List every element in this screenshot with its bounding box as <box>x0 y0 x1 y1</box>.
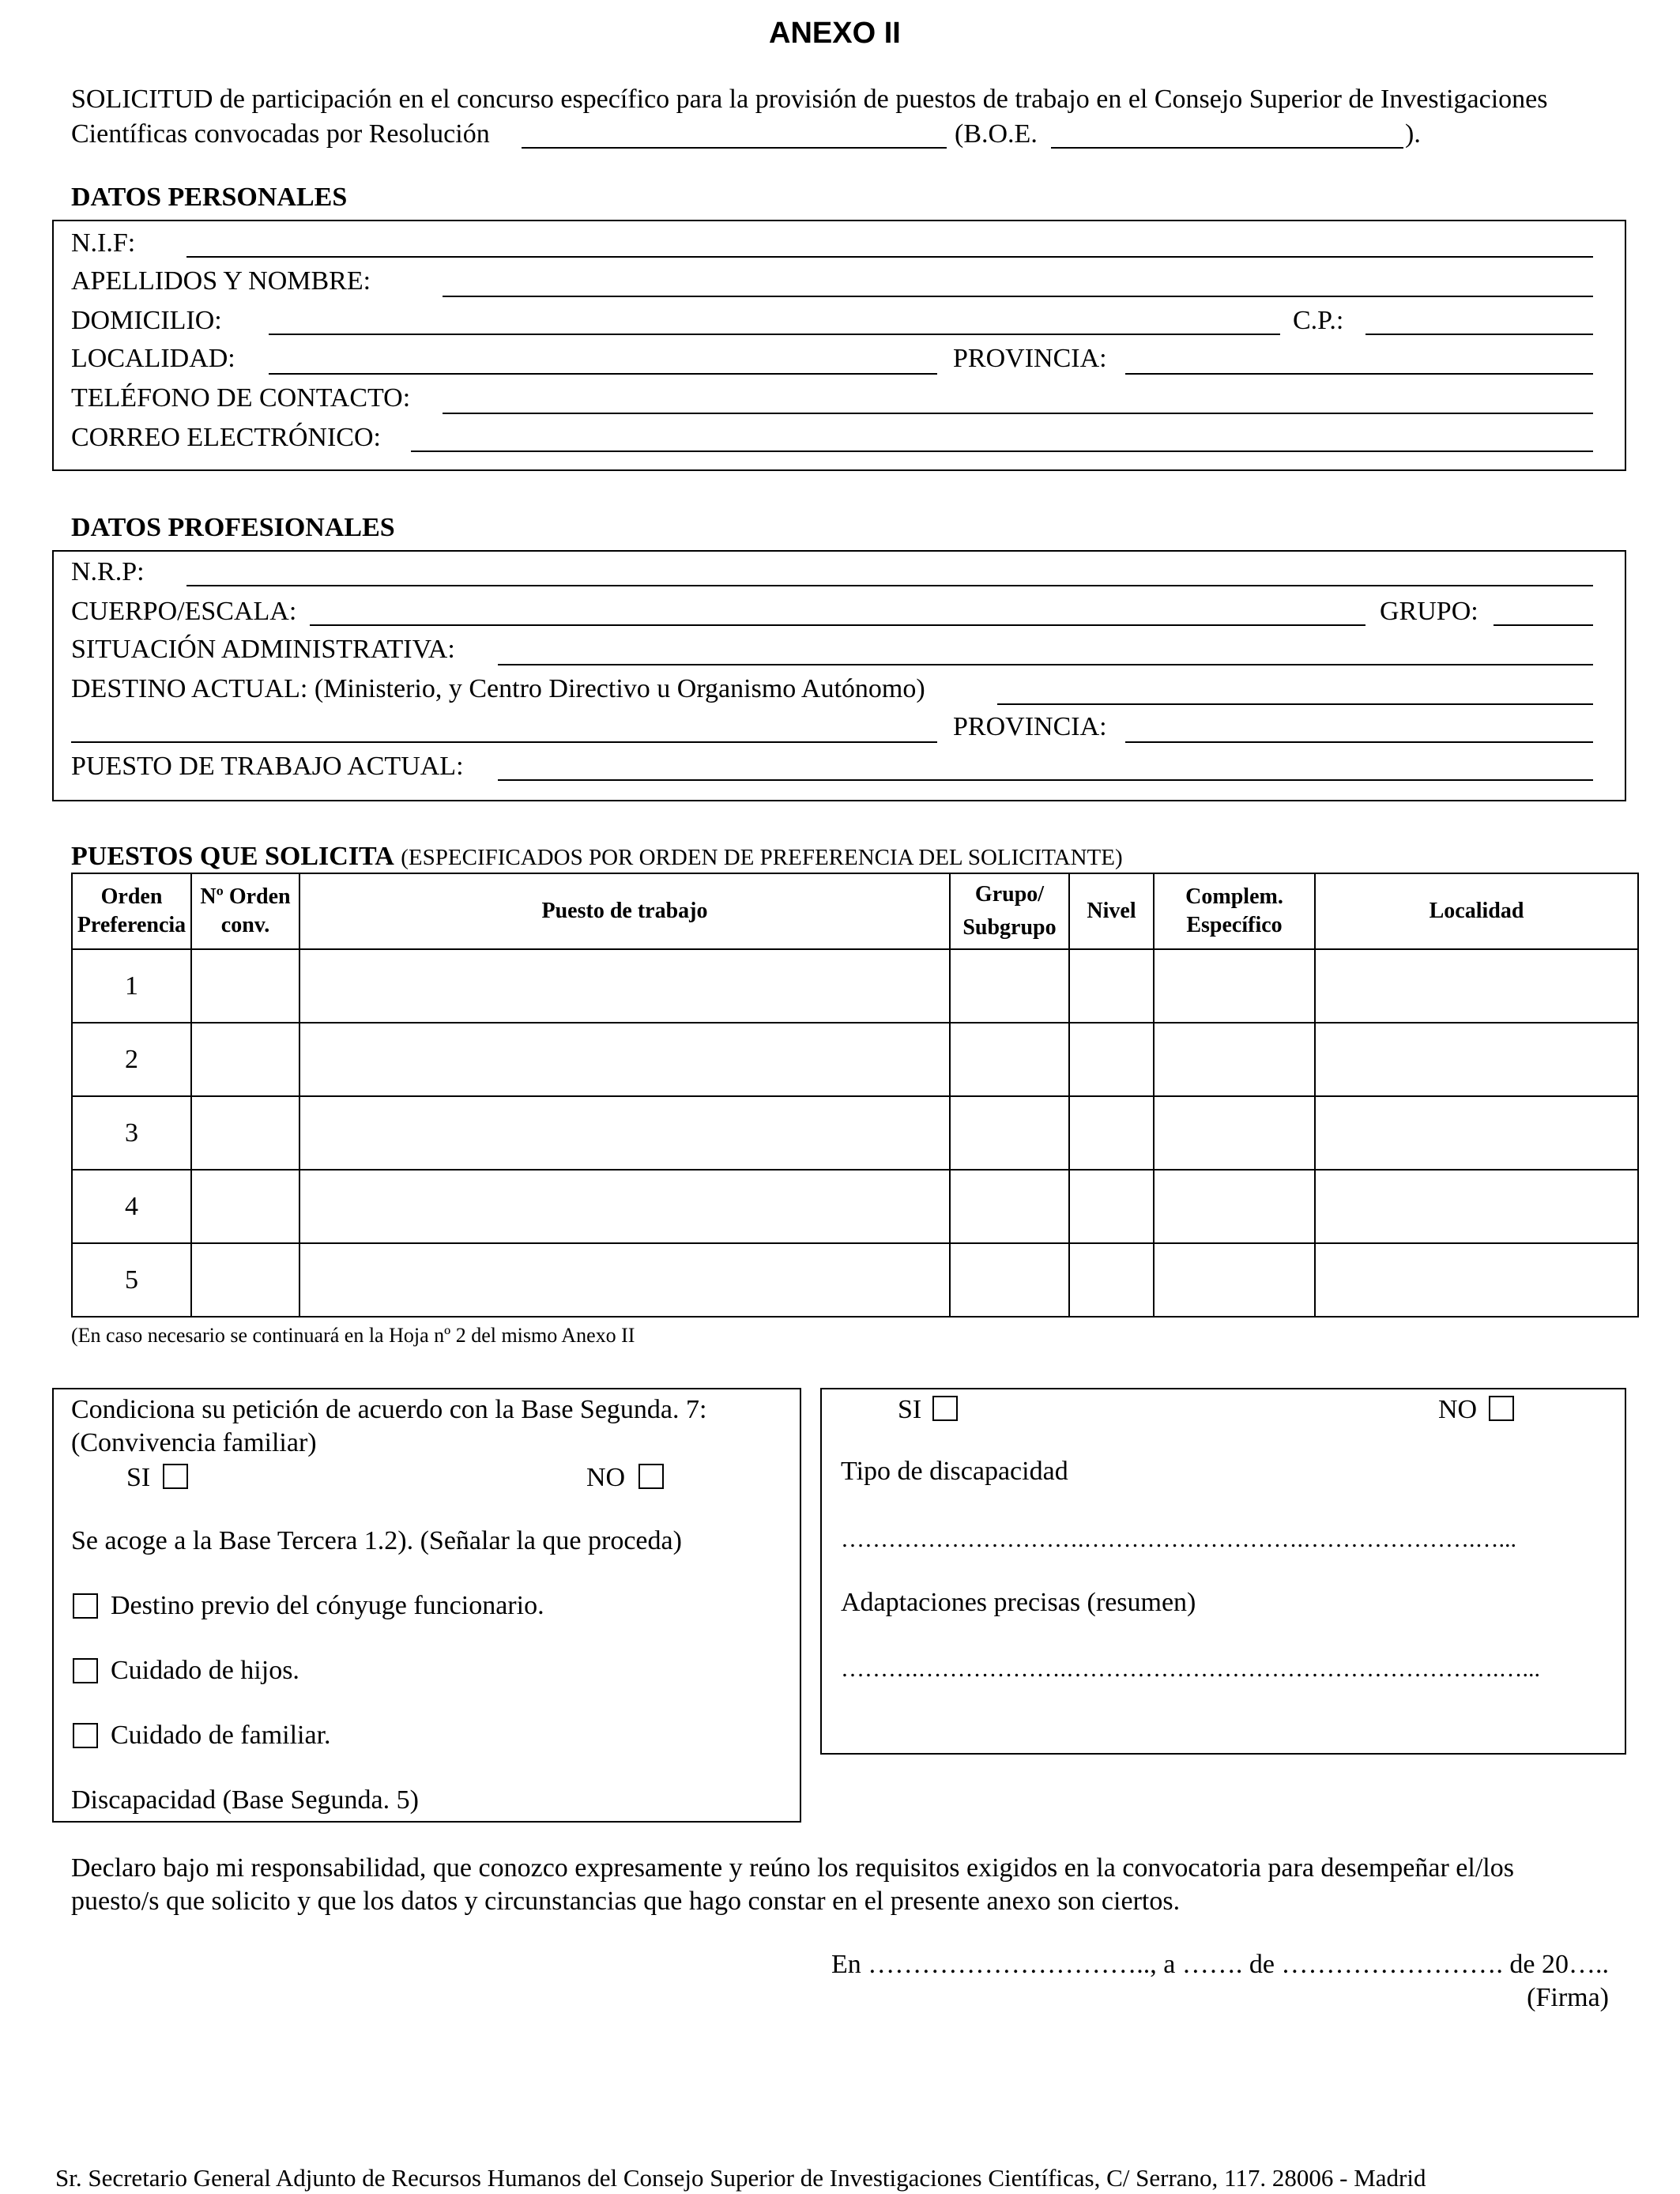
cp-label: C.P.: <box>1293 306 1344 335</box>
table-cell[interactable] <box>1069 1170 1154 1243</box>
email-field[interactable] <box>411 450 1593 452</box>
admin-status-field[interactable] <box>498 664 1593 665</box>
table-cell[interactable] <box>950 949 1069 1023</box>
table-cell[interactable] <box>1315 1170 1638 1243</box>
positions-heading-note: (ESPECIFICADOS POR ORDEN DE PREFERENCIA DEL SOLICITANTE) <box>401 845 1123 870</box>
professional-province-label: PROVINCIA: <box>953 712 1107 741</box>
col-header: Puesto de trabajo <box>299 873 950 949</box>
table-cell[interactable] <box>1069 1096 1154 1170</box>
page-title: ANEXO II <box>769 17 901 50</box>
child-care-label: Cuidado de hijos. <box>111 1656 299 1685</box>
disability-type-label: Tipo de discapacidad <box>841 1457 1068 1486</box>
group-field[interactable] <box>1494 624 1593 626</box>
conditions-si-label: SI <box>126 1463 151 1492</box>
base-tercera-label: Se acoge a la Base Tercera 1.2). (Señalar la que proceda) <box>71 1526 682 1555</box>
professional-heading: DATOS PROFESIONALES <box>71 513 395 542</box>
col-header: Orden Preferencia <box>72 873 191 949</box>
nif-field[interactable] <box>186 256 1593 258</box>
intro-line-2-label: Científicas convocadas por Resolución <box>71 119 490 149</box>
nrp-field[interactable] <box>186 585 1593 586</box>
disability-type-field[interactable]: ………………………….……………………….………………….…... <box>841 1526 1516 1552</box>
group-label: GRUPO: <box>1380 597 1478 626</box>
disability-no-label: NO <box>1438 1395 1478 1424</box>
disability-si-checkbox[interactable] <box>932 1396 958 1421</box>
table-cell[interactable] <box>299 949 950 1023</box>
resolution-field[interactable] <box>522 147 947 149</box>
personal-heading: DATOS PERSONALES <box>71 183 348 212</box>
table-cell[interactable] <box>950 1243 1069 1317</box>
adaptations-label: Adaptaciones precisas (resumen) <box>841 1588 1196 1617</box>
current-destination-field-2[interactable] <box>71 741 937 743</box>
cp-field[interactable] <box>1365 334 1593 335</box>
conditions-line-2: (Convivencia familiar) <box>71 1428 317 1457</box>
table-cell[interactable] <box>1315 1023 1638 1096</box>
table-footnote: (En caso necesario se continuará en la Hoja nº 2 del mismo Anexo II <box>71 1324 635 1347</box>
current-post-label: PUESTO DE TRABAJO ACTUAL: <box>71 752 464 781</box>
table-row <box>72 949 1638 1023</box>
table-row <box>72 1243 1638 1317</box>
order-cell: 3 <box>72 1096 191 1170</box>
province-label: PROVINCIA: <box>953 344 1107 373</box>
email-label: CORREO ELECTRÓNICO: <box>71 423 381 452</box>
table-row <box>72 1023 1638 1096</box>
address-field[interactable] <box>269 334 1280 335</box>
disability-box <box>820 1388 1626 1755</box>
name-label: APELLIDOS Y NOMBRE: <box>71 266 371 296</box>
table-cell[interactable] <box>1154 1243 1315 1317</box>
disability-si-label: SI <box>898 1395 922 1424</box>
table-cell[interactable] <box>950 1096 1069 1170</box>
intro-line-1: SOLICITUD de participación en el concurso específico para la provisión de puestos de trabajo en el Consejo Superior de Investigaciones <box>71 85 1548 114</box>
col-header: Localidad <box>1315 873 1638 949</box>
conditions-line-1: Condiciona su petición de acuerdo con la Base Segunda. 7: <box>71 1395 707 1424</box>
child-care-checkbox[interactable] <box>73 1658 98 1683</box>
footer-address: Sr. Secretario General Adjunto de Recursos Humanos del Consejo Superior de Investigaciones Científicas, C/ Serrano, 117. 28006 - Madrid <box>55 2164 1426 2192</box>
table-cell[interactable] <box>191 1170 299 1243</box>
positions-table <box>71 873 1639 1318</box>
table-cell[interactable] <box>1154 949 1315 1023</box>
order-cell: 5 <box>72 1243 191 1317</box>
table-cell[interactable] <box>1069 949 1154 1023</box>
disability-base-label: Discapacidad (Base Segunda. 5) <box>71 1785 419 1815</box>
boe-field[interactable] <box>1051 147 1403 149</box>
col-header: Grupo/ Subgrupo <box>950 873 1069 949</box>
corps-field[interactable] <box>310 624 1365 626</box>
corps-label: CUERPO/ESCALA: <box>71 597 297 626</box>
address-label: DOMICILIO: <box>71 306 222 335</box>
table-cell[interactable] <box>191 1243 299 1317</box>
phone-field[interactable] <box>443 413 1593 414</box>
admin-status-label: SITUACIÓN ADMINISTRATIVA: <box>71 635 455 664</box>
current-destination-label: DESTINO ACTUAL: (Ministerio, y Centro Directivo u Organismo Autónomo) <box>71 674 925 703</box>
positions-heading <box>71 841 1123 873</box>
disability-no-checkbox[interactable] <box>1489 1396 1514 1421</box>
phone-label: TELÉFONO DE CONTACTO: <box>71 383 411 413</box>
col-header: Nº Orden conv. <box>191 873 299 949</box>
table-cell[interactable] <box>1069 1243 1154 1317</box>
spouse-destination-label: Destino previo del cónyuge funcionario. <box>111 1591 544 1620</box>
nif-label: N.I.F: <box>71 228 136 258</box>
table-cell[interactable] <box>1154 1096 1315 1170</box>
current-post-field[interactable] <box>498 779 1593 781</box>
city-field[interactable] <box>269 373 937 375</box>
province-field[interactable] <box>1125 373 1593 375</box>
professional-province-field[interactable] <box>1125 741 1593 743</box>
table-header-row <box>72 873 1638 949</box>
col-header: Nivel <box>1069 873 1154 949</box>
table-cell[interactable] <box>950 1023 1069 1096</box>
table-cell[interactable] <box>950 1170 1069 1243</box>
signature-label: (Firma) <box>1527 1983 1609 2012</box>
declaration-line-2: puesto/s que solicito y que los datos y circunstancias que hago constar en el presente anexo son ciertos. <box>71 1887 1181 1916</box>
table-cell[interactable] <box>191 949 299 1023</box>
name-field[interactable] <box>443 296 1593 297</box>
conditions-no-checkbox[interactable] <box>638 1464 664 1489</box>
table-cell[interactable] <box>1069 1023 1154 1096</box>
declaration-line-1: Declaro bajo mi responsabilidad, que conozco expresamente y reúno los requisitos exigidos en la convocatoria para desempeñar el/los <box>71 1853 1514 1883</box>
city-label: LOCALIDAD: <box>71 344 235 373</box>
spouse-destination-checkbox[interactable] <box>73 1593 98 1619</box>
place-date-line[interactable]: En ………………………….., a ……. de ……………………. de 20….. <box>831 1950 1609 1979</box>
conditions-no-label: NO <box>586 1463 626 1492</box>
positions-heading-title: PUESTOS QUE SOLICITA <box>71 842 394 871</box>
table-cell[interactable] <box>299 1170 950 1243</box>
boe-label: (B.O.E. <box>955 119 1038 149</box>
table-cell[interactable] <box>191 1096 299 1170</box>
order-cell: 4 <box>72 1170 191 1243</box>
table-cell[interactable] <box>299 1023 950 1096</box>
order-cell: 1 <box>72 949 191 1023</box>
adaptations-field[interactable]: ……….……………….……………………………………………….…... <box>841 1656 1540 1682</box>
table-cell[interactable] <box>299 1243 950 1317</box>
table-cell[interactable] <box>1315 1243 1638 1317</box>
boe-close: ). <box>1405 119 1421 149</box>
col-header: Complem. Específico <box>1154 873 1315 949</box>
table-cell[interactable] <box>191 1023 299 1096</box>
table-cell[interactable] <box>1315 1096 1638 1170</box>
current-destination-field[interactable] <box>997 703 1593 705</box>
table-cell[interactable] <box>1154 1170 1315 1243</box>
table-cell[interactable] <box>299 1096 950 1170</box>
table-row <box>72 1096 1638 1170</box>
table-cell[interactable] <box>1315 949 1638 1023</box>
family-care-checkbox[interactable] <box>73 1723 98 1748</box>
nrp-label: N.R.P: <box>71 557 145 586</box>
family-care-label: Cuidado de familiar. <box>111 1721 331 1750</box>
table-cell[interactable] <box>1154 1023 1315 1096</box>
order-cell: 2 <box>72 1023 191 1096</box>
table-row <box>72 1170 1638 1243</box>
conditions-si-checkbox[interactable] <box>163 1464 188 1489</box>
